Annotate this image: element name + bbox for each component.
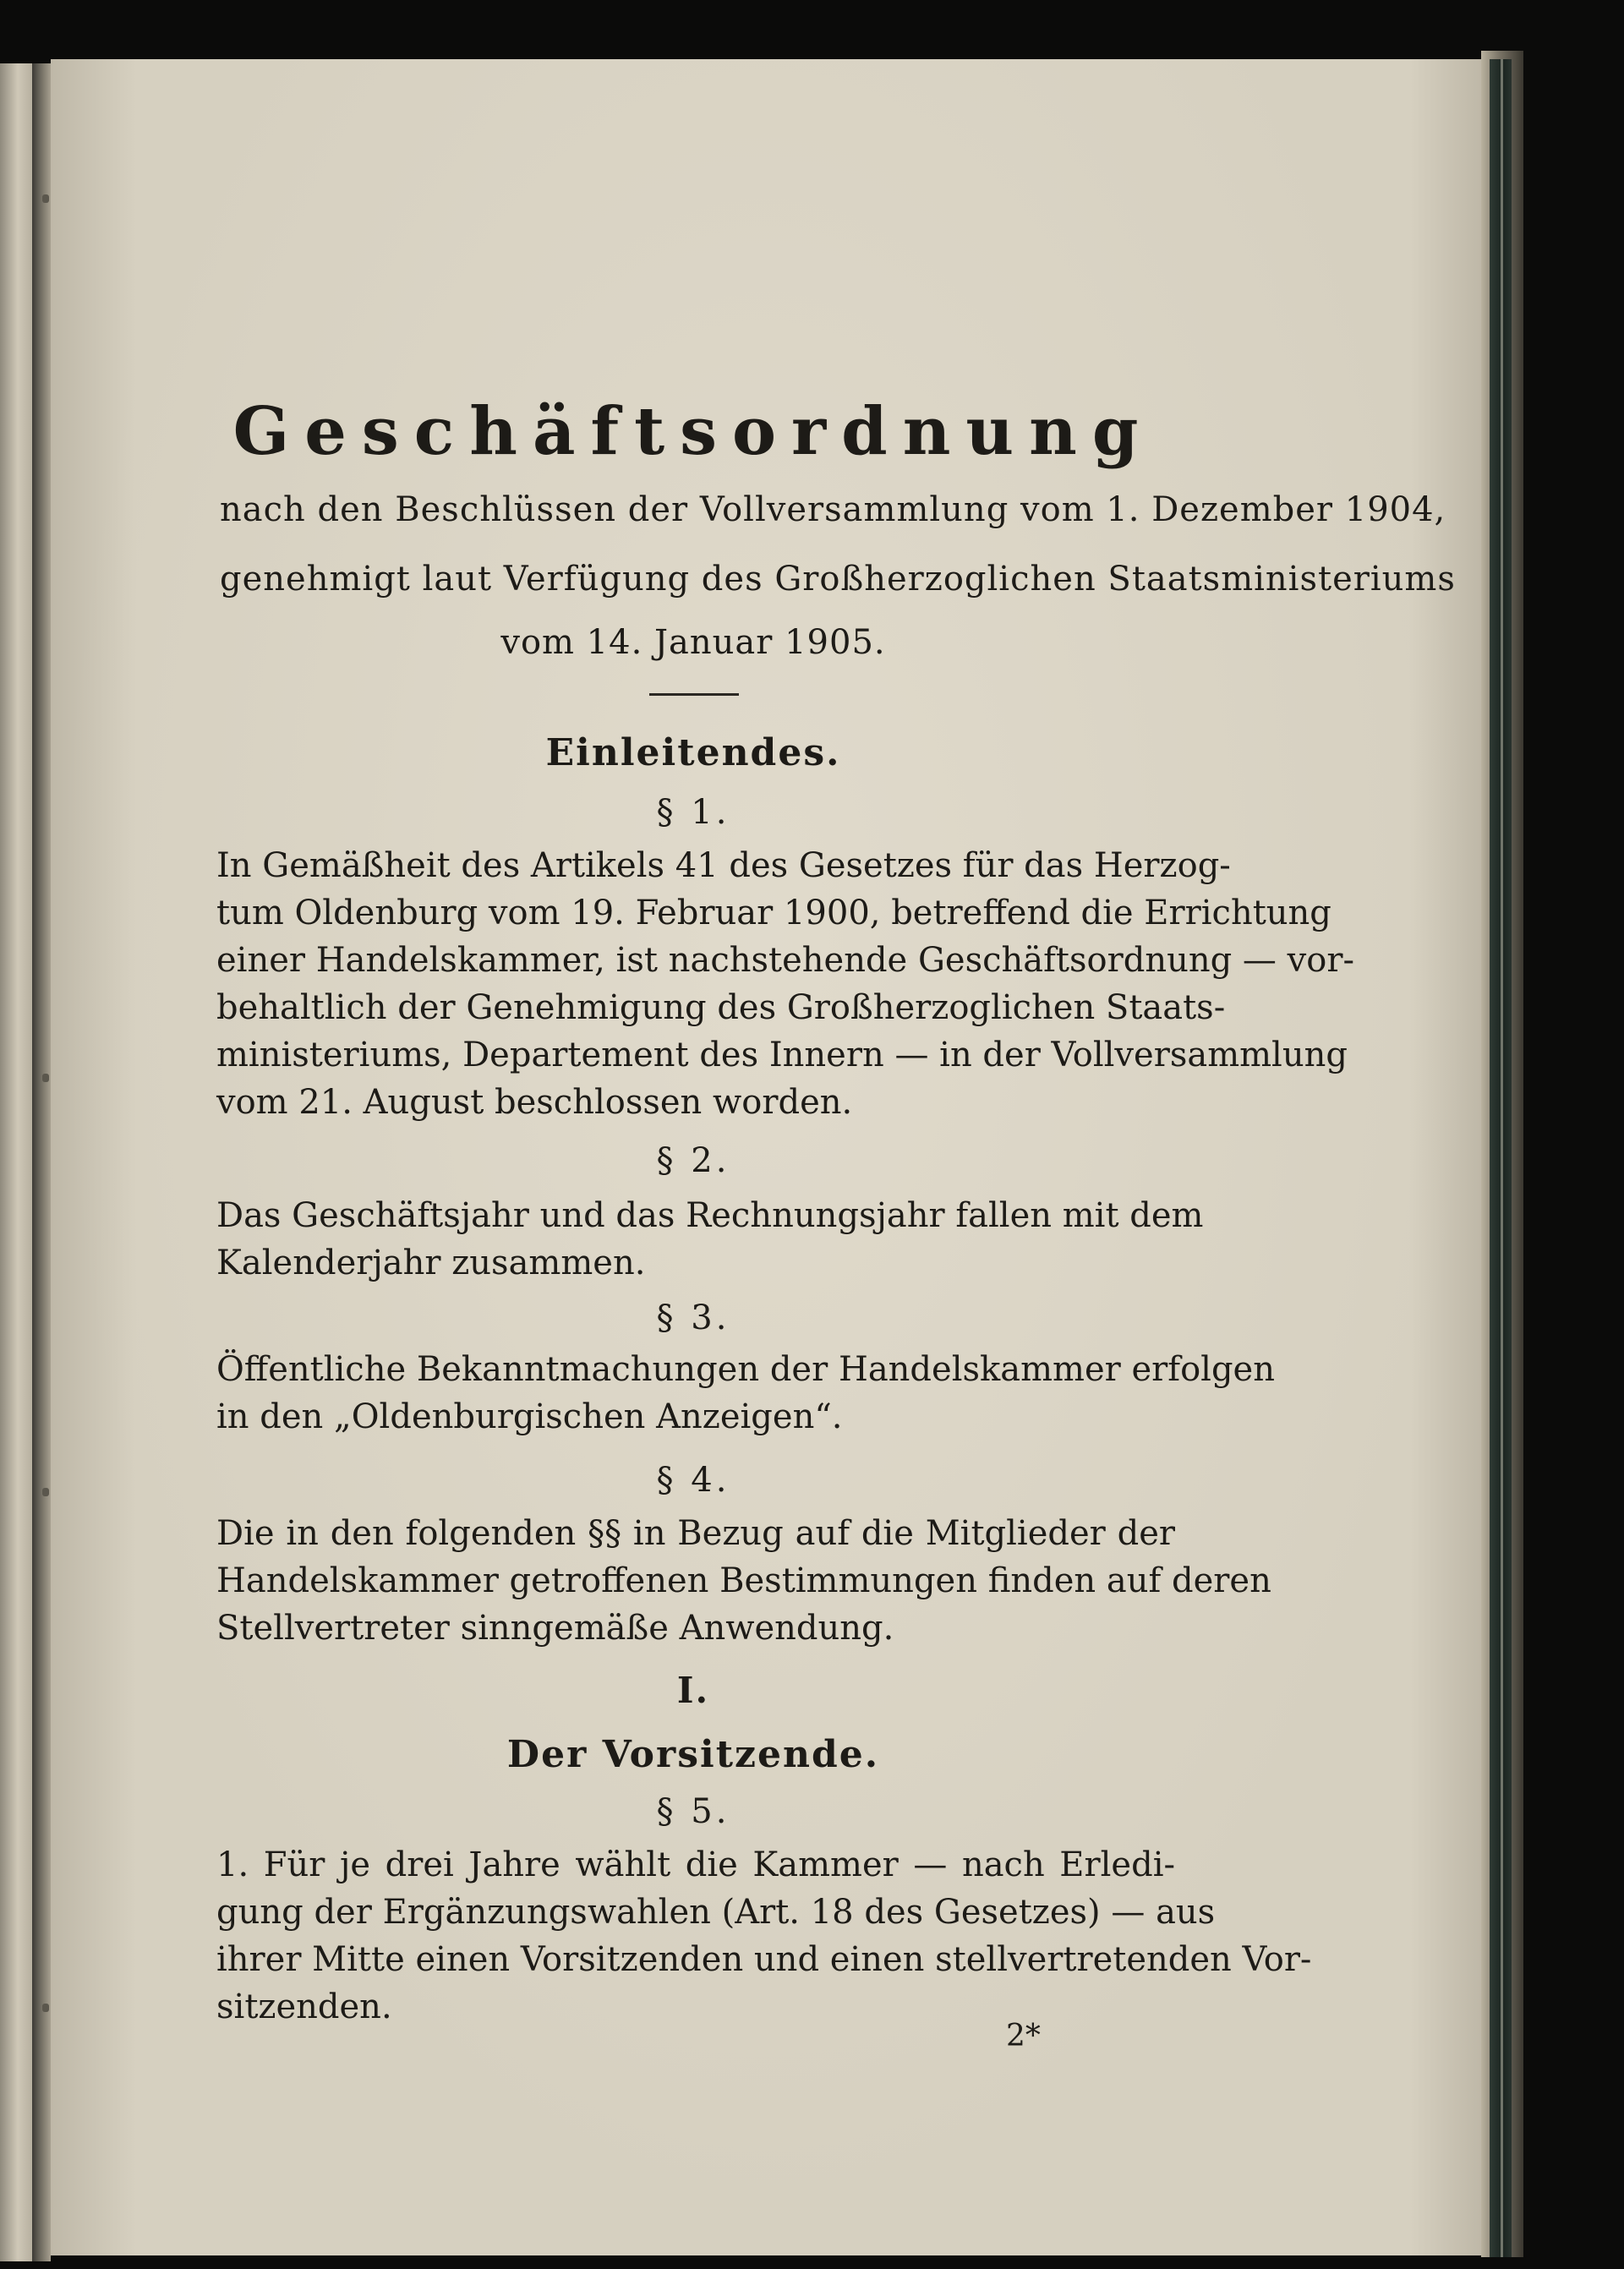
section-paragraph (216, 1346, 1275, 1441)
document-title: Geschäftsordnung (232, 393, 1154, 470)
section-number: § 1. (656, 793, 730, 832)
cover-stripe (1501, 59, 1503, 2257)
signature-mark: 2* (1006, 2019, 1041, 2053)
subtitle-line: genehmigt laut Verfügung des Großherzoglichen Staatsministeriums (220, 560, 1456, 599)
paragraph-line: tum Oldenburg vom 19. Februar 1900, betreffend die Errichtung (216, 894, 1331, 932)
subtitle-line: vom 14. Januar 1905. (500, 623, 886, 662)
paragraph-line: in den „Oldenburgischen Anzeigen“. (216, 1397, 843, 1436)
binding-thread-mark (42, 194, 49, 203)
paragraph-line: ihrer Mitte einen Vorsitzenden und einen stellvertretenden Vor- (216, 1940, 1312, 1979)
paragraph-line: Die in den folgenden §§ in Bezug auf die Mitglieder der (216, 1514, 1175, 1553)
binding-thread-mark (42, 2004, 49, 2012)
paragraph-line: Stellvertreter sinngemäße Anwendung. (216, 1609, 894, 1648)
paragraph-line: Handelskammer getroffenen Bestimmungen finden auf deren (216, 1561, 1271, 1600)
intro-heading: Einleitendes. (545, 731, 841, 774)
part-heading: Der Vorsitzende. (506, 1733, 880, 1776)
section-paragraph (216, 1510, 1271, 1652)
paragraph-line: 1. Für je drei Jahre wählt die Kammer — nach Erledi- (216, 1845, 1175, 1884)
paragraph-line: gung der Ergänzungswahlen (Art. 18 des Gesetzes) — aus (216, 1893, 1216, 1932)
paragraph-line: sitzenden. (216, 1987, 392, 2026)
paragraph-line: Öffentliche Bekanntmachungen der Handelskammer erfolgen (216, 1350, 1275, 1389)
paragraph-line: In Gemäßheit des Artikels 41 des Gesetzes für das Herzog- (216, 846, 1231, 885)
part-numeral: I. (676, 1670, 710, 1711)
section-number: § 4. (656, 1461, 730, 1500)
binding-thread-mark (42, 1074, 49, 1082)
paragraph-line: einer Handelskammer, ist nachstehende Geschäftsordnung — vor- (216, 941, 1354, 980)
section-number: § 5. (656, 1792, 730, 1831)
subtitle-line: nach den Beschlüssen der Vollversammlung vom 1. Dezember 1904, (220, 490, 1446, 529)
title-divider (649, 693, 739, 696)
paragraph-line: behaltlich der Genehmigung des Großherzoglichen Staats- (216, 988, 1226, 1027)
binding-thread-mark (42, 1488, 49, 1496)
paragraph-line: Das Geschäftsjahr und das Rechnungsjahr fallen mit dem (216, 1196, 1204, 1235)
paragraph-line: ministeriums, Departement des Innern — in der Vollversammlung (216, 1036, 1348, 1074)
paragraph-line: vom 21. August beschlossen worden. (216, 1083, 853, 1122)
section-number: § 2. (656, 1141, 730, 1180)
section-number: § 3. (656, 1299, 730, 1337)
section-paragraph (216, 1841, 1312, 2031)
book-gutter (32, 63, 51, 2261)
paragraph-line: Kalenderjahr zusammen. (216, 1244, 646, 1282)
section-paragraph (216, 842, 1354, 1126)
left-page-edge (0, 63, 32, 2261)
section-paragraph (216, 1192, 1204, 1287)
